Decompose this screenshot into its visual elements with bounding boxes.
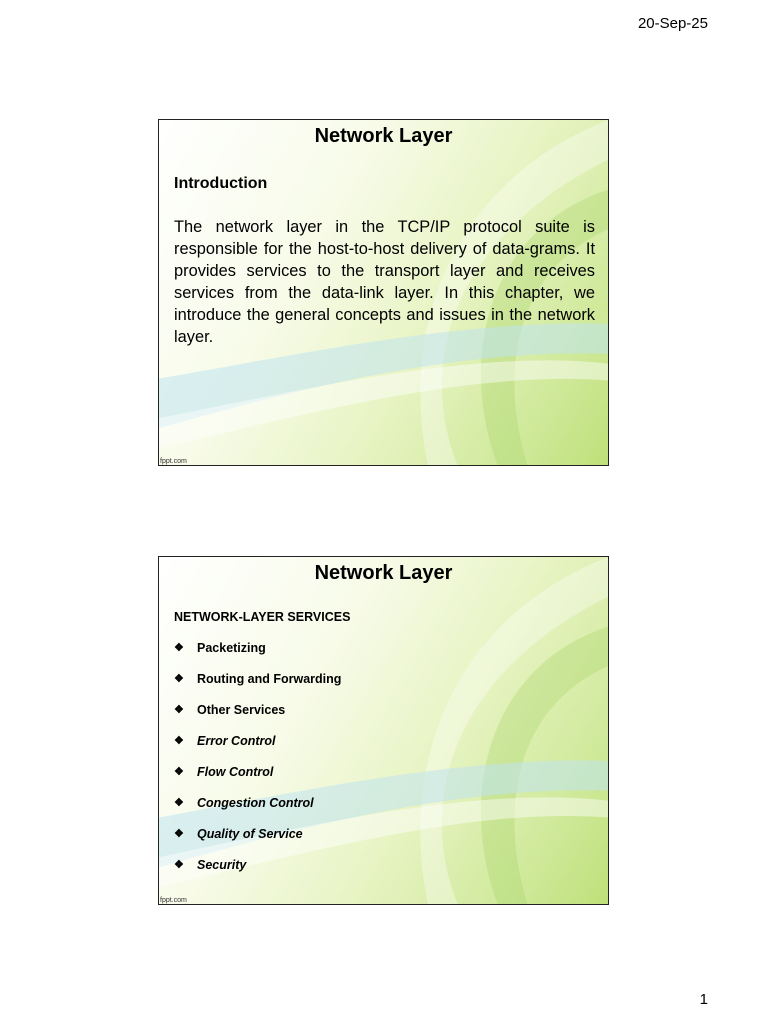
list-item-label: Quality of Service — [197, 827, 303, 841]
slide-title: Network Layer — [314, 125, 453, 147]
slide-network-layer-services — [158, 556, 609, 905]
list-item-label: Routing and Forwarding — [197, 672, 342, 686]
list-item-label: Other Services — [197, 703, 286, 717]
diamond-bullet-icon: ❖ — [174, 704, 184, 716]
diamond-bullet-icon: ❖ — [174, 859, 184, 871]
list-item — [174, 827, 341, 858]
list-item — [174, 765, 341, 796]
diamond-bullet-icon: ❖ — [174, 828, 184, 840]
section-heading: NETWORK-LAYER SERVICES — [174, 610, 351, 624]
slide-brand-mark: fppt.com — [160, 897, 187, 904]
list-item-label: Packetizing — [197, 641, 266, 655]
slide-brand-mark: fppt.com — [160, 458, 187, 465]
list-item-label: Security — [197, 858, 247, 872]
slide-title: Network Layer — [314, 562, 453, 584]
list-item — [174, 796, 341, 827]
page-date: 20-Sep-25 — [637, 15, 708, 32]
section-heading: Introduction — [174, 175, 268, 192]
list-item-label: Flow Control — [197, 765, 274, 779]
slide-introduction — [158, 119, 609, 466]
diamond-bullet-icon: ❖ — [174, 673, 184, 685]
list-item-label: Congestion Control — [197, 796, 314, 810]
list-item — [174, 703, 341, 734]
services-list — [174, 641, 341, 889]
diamond-bullet-icon: ❖ — [174, 735, 184, 747]
body-paragraph: The network layer in the TCP/IP protocol suite is responsible for the host-to-host delivery of data-grams. It provides services to the transport layer and receives services from the data-link layer. In this chapter, we introduce the general concepts and issues in the network layer. — [174, 218, 595, 346]
page-number: 1 — [699, 991, 708, 1008]
list-item — [174, 641, 341, 672]
diamond-bullet-icon: ❖ — [174, 766, 184, 778]
list-item — [174, 858, 341, 889]
list-item-label: Error Control — [197, 734, 276, 748]
diamond-bullet-icon: ❖ — [174, 797, 184, 809]
diamond-bullet-icon: ❖ — [174, 642, 184, 654]
list-item — [174, 734, 341, 765]
list-item — [174, 672, 341, 703]
